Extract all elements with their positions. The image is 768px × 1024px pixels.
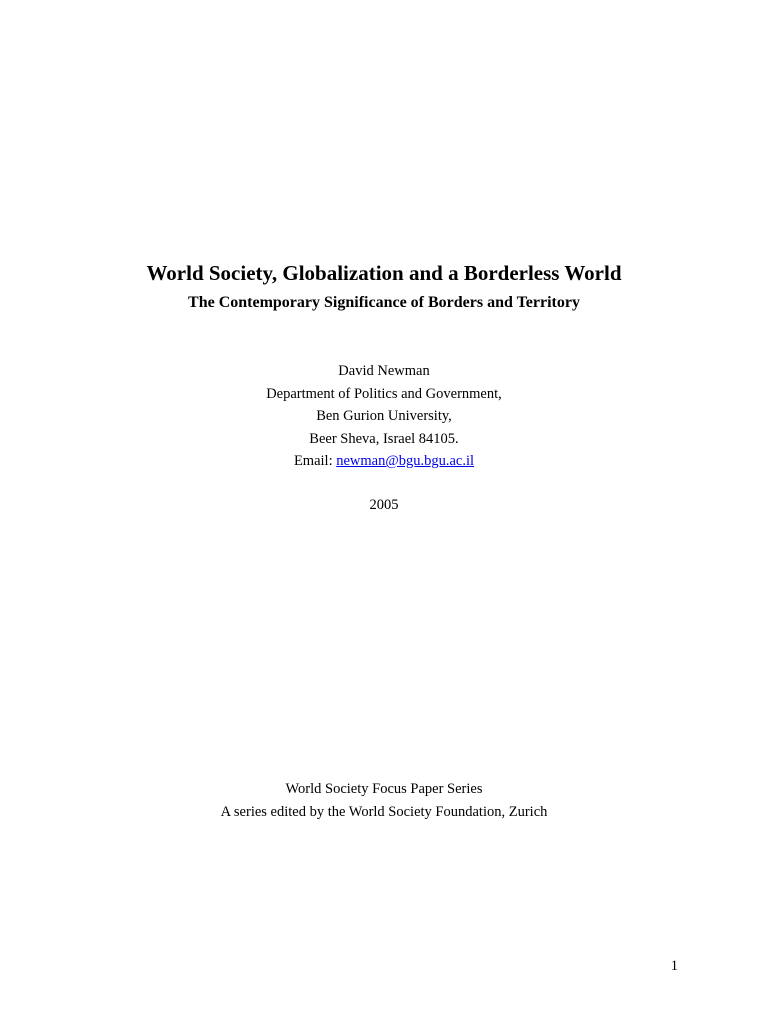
page-number: 1 xyxy=(670,958,678,974)
email-link[interactable]: newman@bgu.bgu.ac.il xyxy=(336,453,475,469)
document-subtitle: The Contemporary Significance of Borders and Territory xyxy=(188,294,580,311)
series-info xyxy=(0,778,768,823)
author-address: Beer Sheva, Israel 84105. xyxy=(309,430,459,447)
publication-year: 2005 xyxy=(369,497,399,513)
author-university: Ben Gurion University, xyxy=(316,408,452,424)
author-info xyxy=(0,360,768,473)
email-label: Email: xyxy=(293,453,337,469)
series-name: World Society Focus Paper Series xyxy=(285,781,483,797)
author-name: David Newman xyxy=(338,363,430,379)
author-department: Department of Politics and Government, xyxy=(266,385,502,402)
document-title: World Society, Globalization and a Borderless World xyxy=(146,261,622,285)
author-email-line xyxy=(0,450,768,473)
series-editor: A series edited by the World Society Foundation, Zurich xyxy=(220,803,548,820)
